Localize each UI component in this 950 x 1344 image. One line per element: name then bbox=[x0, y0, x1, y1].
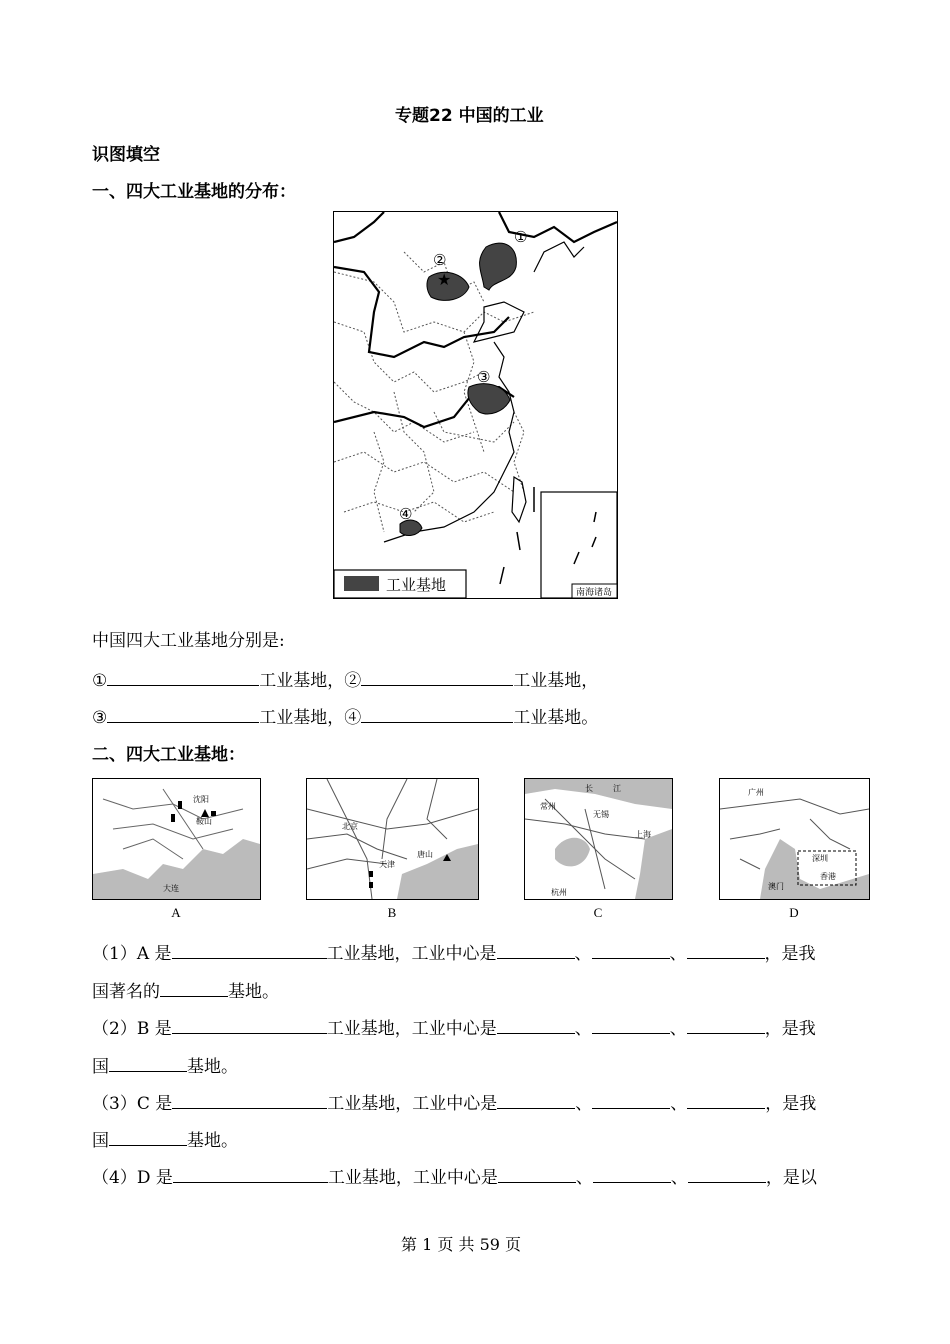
num-3: ③ bbox=[92, 708, 108, 728]
footer-text: 页 共 bbox=[437, 1235, 475, 1254]
q4-prefix: （4）D 是 bbox=[92, 1168, 173, 1188]
footer-text: 页 bbox=[505, 1235, 522, 1254]
place-tangshan: 唐山 bbox=[417, 850, 433, 859]
place-guangzhou: 广州 bbox=[748, 788, 764, 797]
q1-blank-center2[interactable] bbox=[592, 942, 670, 959]
q3-blank-center2[interactable] bbox=[592, 1092, 670, 1109]
q1-line2: 国著名的 bbox=[92, 982, 160, 1002]
question-2 bbox=[92, 1017, 816, 1039]
suffix-text: 工业基地， bbox=[259, 671, 345, 691]
question-3 bbox=[92, 1092, 816, 1114]
q1-blank-center3[interactable] bbox=[687, 942, 765, 959]
q2-line2: 国 bbox=[92, 1057, 109, 1077]
place-jiang: 江 bbox=[613, 784, 621, 793]
part1-intro: 中国四大工业基地分别是: bbox=[92, 631, 285, 651]
regional-map-a bbox=[92, 778, 261, 900]
question-1-cont bbox=[92, 980, 279, 1002]
place-shanghai: 上海 bbox=[635, 830, 651, 839]
q1-prefix: （1）A 是 bbox=[92, 944, 172, 964]
q2-mid: 工业基地，工业中心是 bbox=[326, 1019, 497, 1039]
q2-tail: ，是我 bbox=[764, 1019, 816, 1039]
suffix-text: 工业基地。 bbox=[513, 708, 599, 728]
place-shenyang: 沈阳 bbox=[193, 795, 209, 804]
q1-blank-base[interactable] bbox=[172, 942, 327, 959]
base-label-1: ① bbox=[514, 228, 528, 246]
q1-blank-center1[interactable] bbox=[497, 942, 575, 959]
q3-tail: ，是我 bbox=[765, 1094, 817, 1114]
q2-blank-center1[interactable] bbox=[497, 1017, 575, 1034]
sep: 、 bbox=[575, 1168, 593, 1188]
inset-label: 南海诸岛 bbox=[575, 588, 613, 598]
place-hangzhou: 杭州 bbox=[551, 888, 567, 897]
base-label-3: ③ bbox=[477, 368, 491, 386]
base-label-2: ② bbox=[433, 251, 447, 269]
q2-prefix: （2）B 是 bbox=[92, 1019, 172, 1039]
sep: 、 bbox=[575, 1094, 593, 1114]
place-macau: 澳门 bbox=[768, 882, 784, 891]
q4-blank-base[interactable] bbox=[173, 1166, 328, 1183]
sep: 、 bbox=[670, 1168, 688, 1188]
place-wuxi: 无锡 bbox=[593, 810, 609, 819]
question-4 bbox=[92, 1166, 817, 1188]
base-label-4: ④ bbox=[399, 505, 413, 523]
map-c-caption: C bbox=[593, 905, 603, 920]
q1-blank-type[interactable] bbox=[160, 980, 228, 997]
answer-blank-4[interactable] bbox=[361, 706, 513, 723]
q4-blank-center1[interactable] bbox=[498, 1166, 576, 1183]
place-beijing: 北京 bbox=[342, 822, 358, 831]
answer-blank-2[interactable] bbox=[361, 669, 513, 686]
q3-blank-center3[interactable] bbox=[687, 1092, 765, 1109]
legend-label: 工业基地 bbox=[386, 576, 447, 594]
place-chang: 长 bbox=[585, 784, 593, 793]
q1-mid: 工业基地，工业中心是 bbox=[326, 944, 497, 964]
regional-map-d bbox=[719, 778, 870, 900]
question-3-cont bbox=[92, 1129, 238, 1151]
q4-blank-center2[interactable] bbox=[593, 1166, 671, 1183]
place-changzhou: 常州 bbox=[540, 802, 556, 811]
regional-map-b bbox=[306, 778, 479, 900]
q4-blank-center3[interactable] bbox=[688, 1166, 766, 1183]
q2-end: 基地。 bbox=[187, 1057, 238, 1077]
question-1 bbox=[92, 942, 816, 964]
footer-total-pages: 59 bbox=[479, 1235, 500, 1254]
q3-blank-base[interactable] bbox=[172, 1092, 327, 1109]
q2-blank-center2[interactable] bbox=[592, 1017, 670, 1034]
q4-mid: 工业基地，工业中心是 bbox=[327, 1168, 498, 1188]
q1-tail: ，是我 bbox=[764, 944, 816, 964]
q3-prefix: （3）C 是 bbox=[92, 1094, 173, 1114]
regional-map-c bbox=[524, 778, 673, 900]
question-2-cont bbox=[92, 1055, 238, 1077]
q3-blank-center1[interactable] bbox=[497, 1092, 575, 1109]
capital-star-icon: ★ bbox=[437, 270, 452, 289]
num-1: ① bbox=[92, 671, 108, 691]
page-footer bbox=[401, 1235, 521, 1255]
suffix-text: 工业基地， bbox=[513, 671, 599, 691]
q2-blank-base[interactable] bbox=[172, 1017, 327, 1034]
sep: 、 bbox=[670, 1094, 688, 1114]
suffix-text: 工业基地， bbox=[259, 708, 345, 728]
answer-blank-1[interactable] bbox=[107, 669, 259, 686]
china-map-drawing bbox=[334, 212, 617, 598]
place-anshan: 鞍山 bbox=[196, 817, 212, 826]
q3-mid: 工业基地，工业中心是 bbox=[327, 1094, 498, 1114]
place-shenzhen: 深圳 bbox=[812, 854, 828, 863]
q3-line2: 国 bbox=[92, 1131, 109, 1151]
num-2: ② bbox=[344, 671, 362, 691]
sep: 、 bbox=[574, 944, 592, 964]
q2-blank-center3[interactable] bbox=[687, 1017, 765, 1034]
footer-text: 第 bbox=[401, 1235, 418, 1254]
map-b-caption: B bbox=[387, 905, 397, 920]
q3-blank-type[interactable] bbox=[109, 1129, 187, 1146]
place-tianjin: 天津 bbox=[379, 860, 395, 869]
china-industrial-base-map bbox=[333, 211, 618, 599]
page-title: 专题22 中国的工业 bbox=[395, 106, 544, 126]
q2-blank-type[interactable] bbox=[109, 1055, 187, 1072]
num-4: ④ bbox=[344, 708, 362, 728]
sep: 、 bbox=[574, 1019, 592, 1039]
part2-heading: 二、四大工业基地： bbox=[92, 745, 245, 765]
answer-blank-3[interactable] bbox=[107, 706, 259, 723]
place-dalian: 大连 bbox=[163, 884, 179, 893]
part1-heading: 一、四大工业基地的分布： bbox=[92, 182, 296, 202]
map-a-caption: A bbox=[171, 905, 181, 920]
footer-page-number: 1 bbox=[422, 1235, 433, 1254]
part1-row2 bbox=[92, 706, 598, 728]
place-hongkong: 香港 bbox=[820, 872, 836, 881]
sep: 、 bbox=[669, 1019, 687, 1039]
q3-end: 基地。 bbox=[187, 1131, 238, 1151]
q4-tail: ，是以 bbox=[765, 1168, 817, 1188]
map-d-caption: D bbox=[789, 905, 799, 920]
sep: 、 bbox=[669, 944, 687, 964]
q1-end: 基地。 bbox=[228, 982, 279, 1002]
part1-row1 bbox=[92, 669, 598, 691]
section-heading: 识图填空 bbox=[92, 145, 160, 165]
